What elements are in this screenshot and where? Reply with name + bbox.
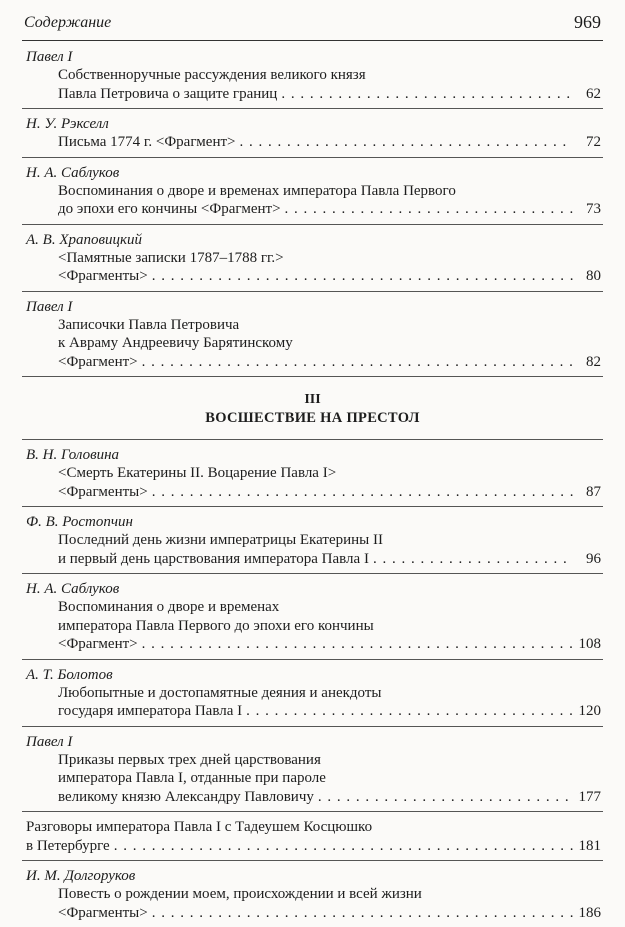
entry-title-line: <Фрагменты> [58, 904, 148, 921]
entry-last-line [22, 353, 603, 372]
dot-leader [318, 788, 573, 807]
entry-author: И. М. Долгоруков [26, 868, 136, 884]
toc-entry [22, 440, 603, 507]
toc-entry [22, 42, 603, 109]
entry-last-line [22, 788, 603, 807]
entry-title-line: Воспоминания о дворе и временах [58, 599, 280, 615]
entry-title-line: <Фрагмент> [58, 353, 138, 370]
entry-title-line: Воспоминания о дворе и временах императора Павла Первого [58, 182, 456, 199]
entry-last-line [22, 550, 603, 569]
entry-title-line: императора Павла Первого до эпохи его кончины [58, 617, 374, 634]
entry-page: 96 [586, 550, 601, 567]
entry-last-line [22, 837, 603, 856]
entry-title-line: <Фрагмент> [58, 636, 138, 652]
dot-leader [373, 550, 573, 569]
entry-page: 181 [578, 837, 601, 854]
entry-last-line [22, 200, 603, 219]
dot-leader [285, 200, 573, 219]
toc-entry [22, 861, 603, 927]
entry-author: Н. У. Рэкселл [26, 116, 109, 132]
entry-author: Павел I [26, 298, 73, 315]
entry-title-line: Приказы первых трех дней царствования [58, 751, 321, 768]
page-number: 969 [574, 12, 601, 32]
toc-entry [22, 292, 603, 378]
toc-entry [22, 660, 603, 727]
section-heading [22, 377, 603, 440]
dot-leader [152, 904, 573, 923]
dot-leader [281, 85, 573, 104]
section-number: III [304, 392, 321, 407]
entry-page: 82 [586, 353, 601, 370]
entry-title-line: Повесть о рождении моем, происхождении и всей жизни [58, 886, 422, 902]
entry-title-line: и первый день царствования императора Павла I [58, 550, 369, 567]
dot-leader [239, 133, 573, 152]
entry-page: 73 [586, 201, 601, 217]
entry-author: Н. А. Саблуков [26, 581, 120, 597]
toc-entry [22, 225, 603, 292]
entry-author: Павел I [26, 733, 73, 750]
toc-entry [22, 727, 603, 813]
entry-page: 62 [586, 85, 601, 102]
entry-page: 186 [578, 904, 601, 921]
entry-author: А. В. Храповицкий [26, 231, 143, 248]
entry-title-line: государя императора Павла I [58, 703, 243, 719]
entry-page: 80 [586, 268, 601, 284]
entry-title-line: великому князю Александру Павловичу [58, 788, 314, 805]
entry-page: 120 [578, 703, 601, 719]
entry-last-line [22, 702, 603, 721]
page-header [22, 12, 603, 41]
toc-entry [22, 158, 603, 225]
running-title: Содержание [24, 14, 112, 31]
toc-entry [22, 812, 603, 861]
entry-title-line: Собственноручные рассуждения великого князя [58, 67, 366, 83]
entry-title-line: Павла Петровича о защите границ [58, 85, 278, 102]
entry-author: Павел I [26, 49, 73, 65]
entry-last-line [22, 133, 603, 152]
entry-title-line: Письма 1774 г. <Фрагмент> [58, 134, 236, 150]
entry-page: 108 [578, 636, 601, 652]
dot-leader [142, 635, 573, 654]
entry-title-line: в Петербурге [26, 837, 110, 854]
entry-last-line [22, 635, 603, 654]
dot-leader [152, 267, 573, 286]
entry-title-line: до эпохи его кончины <Фрагмент> [58, 201, 281, 217]
entry-title-line: <Памятные записки 1787–1788 гг.> [58, 249, 284, 266]
entry-title-line: к Авраму Андреевичу Барятинскому [58, 335, 293, 351]
dot-leader [142, 353, 573, 372]
entry-title-line: Любопытные и достопамятные деяния и анекдоты [58, 684, 382, 701]
entry-title-line: <Фрагменты> [58, 268, 148, 284]
entry-last-line [22, 267, 603, 286]
entry-last-line [22, 483, 603, 502]
entry-author: Н. А. Саблуков [26, 164, 120, 181]
entry-author: Ф. В. Ростопчин [26, 514, 133, 530]
entry-title-line: Последний день жизни императрицы Екатерины II [58, 532, 383, 548]
entry-page: 72 [586, 134, 601, 150]
toc-entry [22, 574, 603, 660]
entry-title-line: <Фрагменты> [58, 483, 148, 500]
entry-title-line: <Смерть Екатерины II. Воцарение Павла I> [58, 465, 337, 481]
section-title: ВОСШЕСТВИЕ НА ПРЕСТОЛ [205, 410, 420, 426]
dot-leader [152, 483, 573, 502]
entry-author: В. Н. Головина [26, 447, 120, 463]
toc-content [22, 42, 603, 927]
entry-title-line: Записочки Павла Петровича [58, 316, 240, 333]
dot-leader [246, 702, 573, 721]
entry-page: 87 [586, 483, 601, 500]
entry-title-line: императора Павла I, отданные при пароле [58, 770, 326, 786]
entry-last-line [22, 904, 603, 923]
toc-entry [22, 109, 603, 158]
entry-page: 177 [578, 788, 601, 805]
entry-title-line: Разговоры императора Павла I с Тадеушем Косцюшко [26, 819, 373, 835]
entry-last-line [22, 85, 603, 104]
entry-author: А. Т. Болотов [26, 666, 113, 683]
dot-leader [114, 837, 573, 856]
toc-entry [22, 507, 603, 574]
